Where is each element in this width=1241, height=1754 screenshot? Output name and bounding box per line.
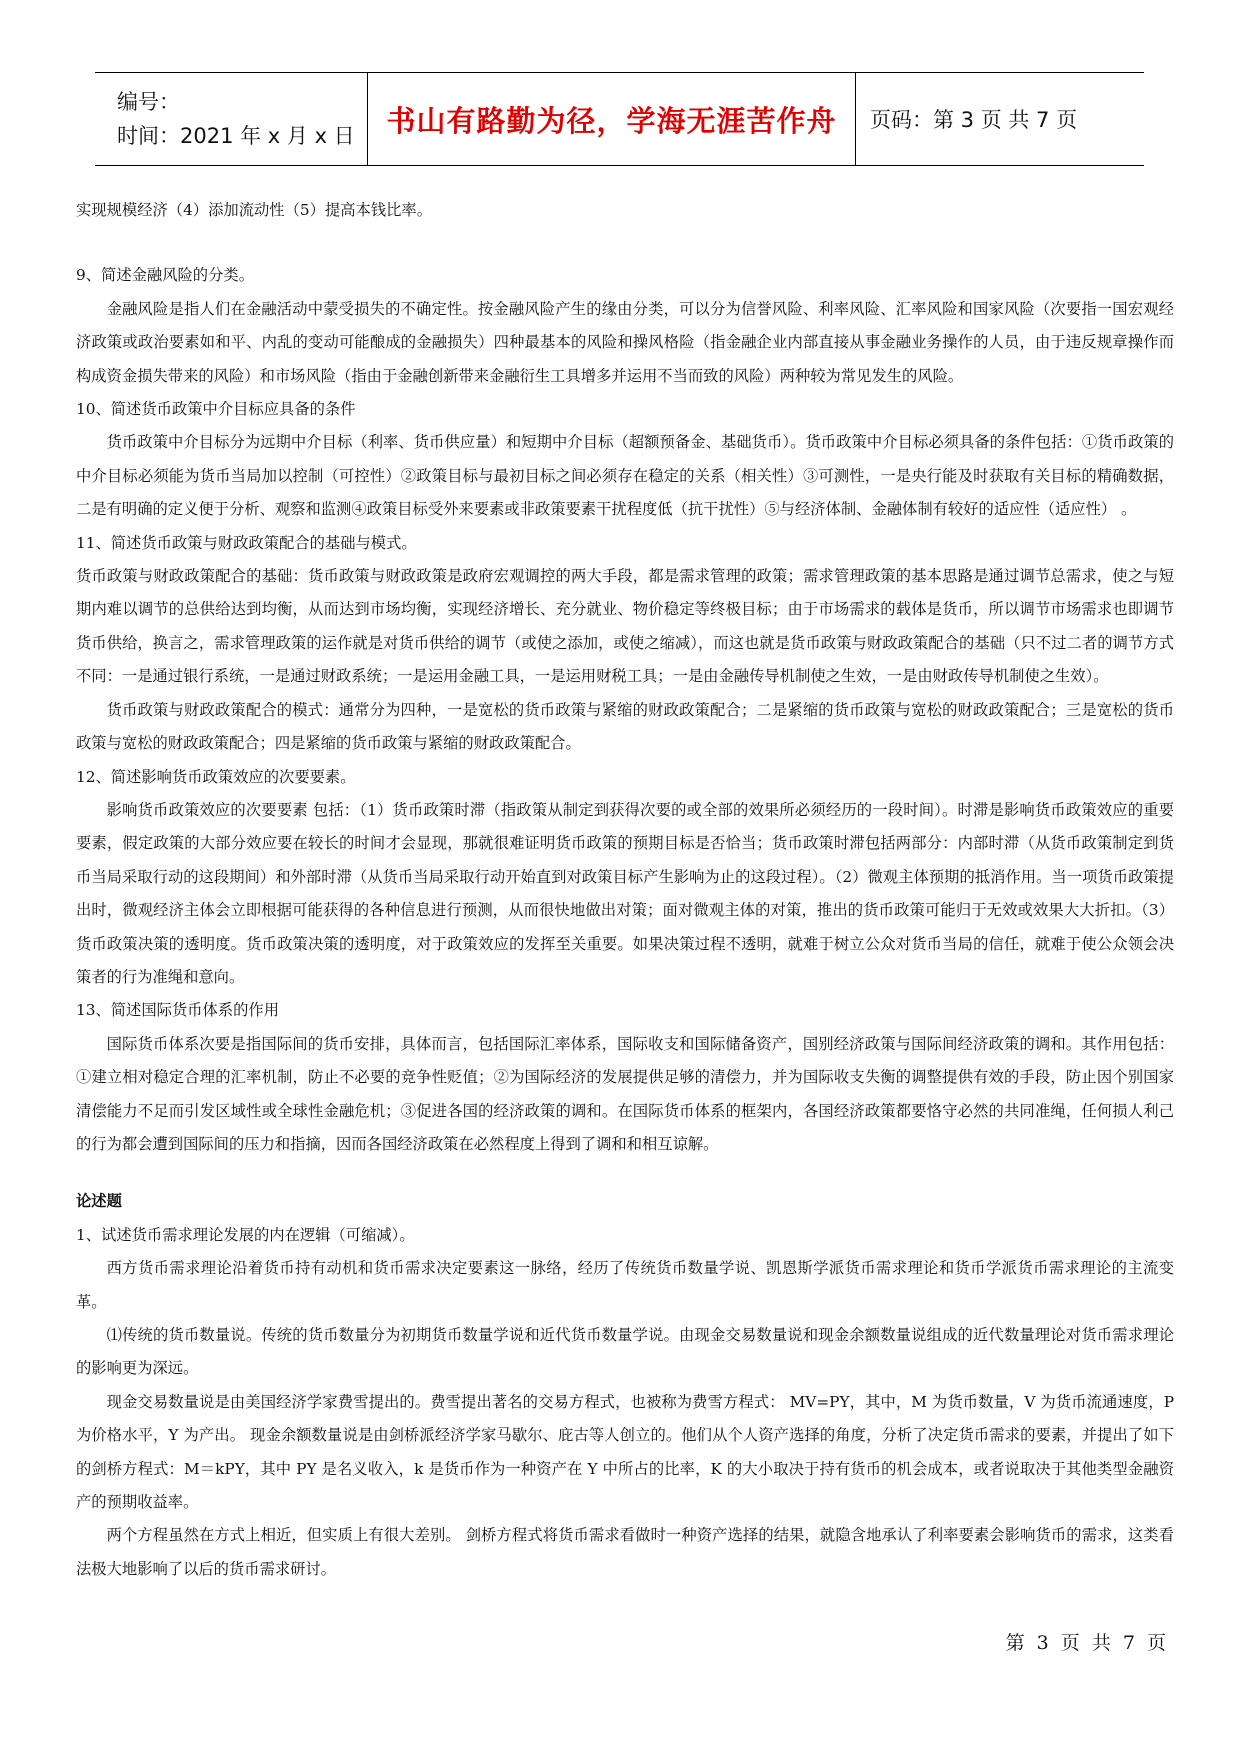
page-footer: 第 3 页 共 7 页 — [1005, 1632, 1169, 1654]
question-12-title: 12、简述影响货币政策效应的次要要素。 — [76, 767, 356, 786]
essay-1-paragraph-2: ⑴传统的货币数量说。传统的货币数量分为初期货币数量学说和近代货币数量学说。由现金交易数量说和现金余额数量说组成的近代数量理论对货币需求理论的影响更为深远。 — [76, 1326, 1174, 1378]
question-11-answer-basis: 货币政策与财政政策配合的基础：货币政策与财政政策是政府宏观调控的两大手段，都是需求管理的政策；需求管理政策的基本思路是通过调节总需求，使之与短期内难以调节的总供给达到均衡，从而达到市场均衡，实现经济增长、充分就业、物价稳定等终极目标；由于市场需求的载体是货币，所以调节市场需求也即调节货币供给，换言之，需求管理政策的运作就是对货币供给的调节（或使之添加，或使之缩减），而这也就是货币政策与财政政策配合的基础（只不过二者的调节方式不同：一是通过银行系统，一是通过财政系统；一是运用金融工具，一是运用财税工具；一是由金融传导机制使之生效，一是由财政传导机制使之生效）。 — [76, 567, 1174, 686]
essay-1-paragraph-1: 西方货币需求理论沿着货币持有动机和货币需求决定要素这一脉络，经历了传统货币数量学说、凯恩斯学派货币需求理论和货币学派货币需求理论的主流变革。 — [76, 1259, 1174, 1311]
question-11-answer-modes: 货币政策与财政政策配合的模式：通常分为四种，一是宽松的货币政策与紧缩的财政政策配合；二是紧缩的货币政策与宽松的财政政策配合；三是宽松的货币政策与宽松的财政政策配合；四是紧缩的货币政策与紧缩的财政政策配合。 — [76, 700, 1174, 753]
header-motto-cell — [368, 73, 856, 165]
essay-1-title: 1、试述货币需求理论发展的内在逻辑（可缩减）。 — [76, 1225, 415, 1244]
document-time-label: 时间：2021 年 x 月 x 日 — [117, 124, 355, 148]
document-header — [95, 72, 1144, 166]
document-body — [76, 194, 1174, 1586]
question-10-answer: 货币政策中介目标分为远期中介目标（利率、货币供应量）和短期中介目标（超额预备金、基础货币）。货币政策中介目标必须具备的条件包括：①货币政策的中介目标必须能为货币当局加以控制（可控性）②政策目标与最初目标之间必须存在稳定的关系（相关性）③可测性，一是央行能及时获取有关目标的精确数据，二是有明确的定义便于分析、观察和监测④政策目标受外来要素或非政策要素干扰程度低（抗干扰性）⑤与经济体制、金融体制有较好的适应性（适应性） 。 — [76, 433, 1174, 519]
question-13-answer: 国际货币体系次要是指国际间的货币安排，具体而言，包括国际汇率体系，国际收支和国际储备资产，国别经济政策与国际间经济政策的调和。其作用包括：①建立相对稳定合理的汇率机制，防止不必要的竞争性贬值；②为国际经济的发展提供足够的清偿力，并为国际收支失衡的调整提供有效的手段，防止因个别国家清偿能力不足而引发区域性或全球性金融危机；③促进各国的经济政策的调和。在国际货币体系的框架内，各国经济政策都要恪守必然的共同准绳，任何损人利己的行为都会遭到国际间的压力和指摘，因而各国经济政策在必然程度上得到了调和和相互谅解。 — [76, 1034, 1174, 1153]
document-code-label: 编号： — [117, 90, 180, 114]
header-page-cell — [856, 73, 1144, 165]
question-12-answer: 影响货币政策效应的次要要素 包括：（1）货币政策时滞（指政策从制定到获得次要的或全部的效果所必须经历的一段时间）。时滞是影响货币政策效应的重要要素，假定政策的大部分效应要在较长的时间才会显现，那就很难证明货币政策的预期目标是否恰当；货币政策时滞包括两部分：内部时滞（从货币政策制定到货币当局采取行动的这段期间）和外部时滞（从货币当局采取行动开始直到对政策目标产生影响为止的这段过程）。（2）微观主体预期的抵消作用。当一项货币政策提出时，微观经济主体会立即根据可能获得的各种信息进行预测，从而很快地做出对策；面对微观主体的对策，推出的货币政策可能归于无效或效果大大折扣。（3）货币政策决策的透明度。货币政策决策的透明度，对于政策效应的发挥至关重要。如果决策过程不透明，就难于树立公众对货币当局的信任，就难于使公众领会决策者的行为准绳和意向。 — [76, 800, 1174, 986]
essay-1-paragraph-4: 两个方程虽然在方式上相近，但实质上有很大差别。 剑桥方程式将货币需求看做时一种资产选择的结果，就隐含地承认了利率要素会影响货币的需求，这类看法极大地影响了以后的货币需求研讨。 — [76, 1526, 1174, 1578]
header-motto: 书山有路勤为径，学海无涯苦作舟 — [386, 103, 837, 138]
essay-section-heading: 论述题 — [76, 1192, 122, 1211]
question-13-title: 13、简述国际货币体系的作用 — [76, 1001, 280, 1020]
question-11-title: 11、简述货币政策与财政政策配合的基础与模式。 — [76, 533, 417, 552]
header-meta-cell — [95, 73, 368, 165]
question-9-title: 9、简述金融风险的分类。 — [76, 266, 254, 285]
header-page-number: 页码：第 3 页 共 7 页 — [870, 108, 1078, 132]
question-9-answer: 金融风险是指人们在金融活动中蒙受损失的不确定性。按金融风险产生的缘由分类，可以分为信誉风险、利率风险、汇率风险和国家风险（次要指一国宏观经济政策或政治要素如和平、内乱的变动可能酿成的金融损失）四种最基本的风险和操风格险（指金融企业内部直接从事金融业务操作的人员，由于违反规章操作而构成资金损失带来的风险）和市场风险（指由于金融创新带来金融衍生工具增多并运用不当而致的风险）两种较为常见发生的风险。 — [76, 299, 1174, 385]
paragraph-continued: 实现规模经济（4）添加流动性（5）提高本钱比率。 — [76, 201, 432, 219]
essay-1-paragraph-3: 现金交易数量说是由美国经济学家费雪提出的。费雪提出著名的交易方程式，也被称为费雪方程式： MV=PY，其中，M 为货币数量，V 为货币流通速度，P 为价格水平，Y 为产出。 现金余额数量说是由剑桥派经济学家马歇尔、庇古等人创立的。他们从个人资产选择的角度，分析了决定货币需求的要素，并提出了如下的剑桥方程式：M＝kPY，其中 PY 是名义收入，k 是货币作为一种资产在 Y 中所占的比率，K 的大小取决于持有货币的机会成本，或者说取决于其他类型金融资产的预期收益率。 — [76, 1392, 1174, 1512]
question-10-title: 10、简述货币政策中介目标应具备的条件 — [76, 400, 356, 419]
